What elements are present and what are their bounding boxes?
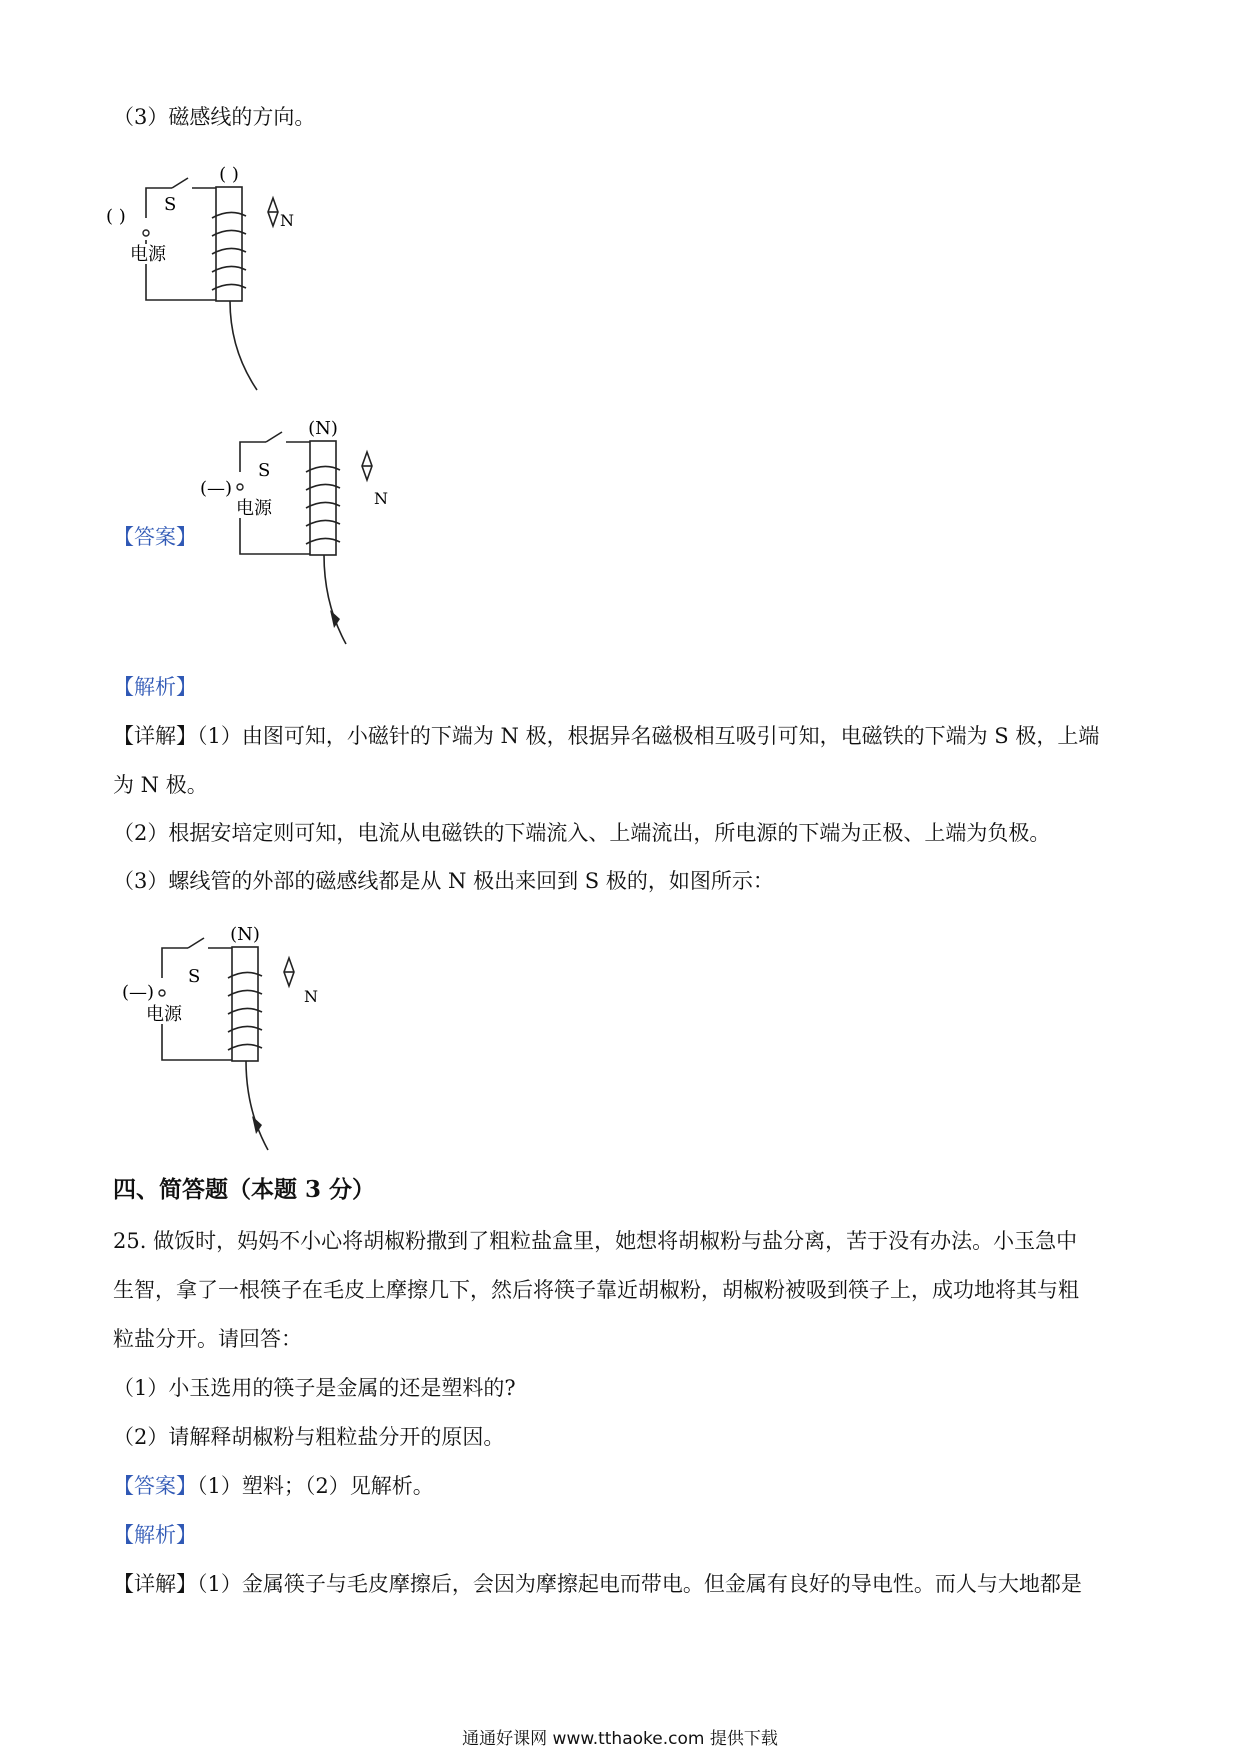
detail-text-1: （1）由图可知，小磁针的下端为 N 极，根据异名磁极相互吸引可知，电磁铁的下端为 S 极，上端	[197, 724, 1100, 748]
left-terminal-label: (—)	[122, 982, 155, 1003]
detail-tag: 【详解】	[113, 724, 197, 748]
answer-tag: 【答案】	[113, 525, 197, 549]
question-25-sub-1: （1）小玉选用的筷子是金属的还是塑料的?	[113, 1376, 516, 1400]
question-25-analysis-tag: 【解析】	[113, 1523, 197, 1547]
solenoid-figure-answer	[200, 414, 446, 658]
question-25-line-1: 25. 做饭时，妈妈不小心将胡椒粉撒到了粗粒盐盒里，她想将胡椒粉与盐分离，苦于没有办法。小玉急中	[113, 1229, 1078, 1253]
switch-label: S	[258, 460, 271, 481]
switch-label: S	[188, 966, 201, 987]
question-25-line-3: 粒盐分开。请回答：	[113, 1327, 302, 1351]
answer-tag: 【答案】	[113, 1474, 197, 1498]
answer-text: （1）塑料；（2）见解析。	[197, 1474, 434, 1498]
page-footer: 通通好课网 www.tthaoke.com 提供下载	[462, 1729, 778, 1749]
top-pole-label: (N)	[308, 418, 338, 439]
compass-n-label: N	[304, 987, 318, 1006]
analysis-tag: 【解析】	[113, 675, 197, 699]
left-terminal-label: ( )	[106, 206, 126, 227]
detail-text: （1）金属筷子与毛皮摩擦后，会因为摩擦起电而带电。但金属有良好的导电性。而人与大地都是	[197, 1572, 1082, 1596]
solenoid-figure-question	[106, 160, 352, 404]
top-pole-label: (N)	[230, 924, 260, 945]
detail-tag: 【详解】	[113, 1572, 197, 1596]
power-source-label: 电源	[146, 1004, 182, 1025]
top-pole-label: ( )	[219, 164, 239, 185]
section-4-title: 四、简答题（本题 3 分）	[113, 1176, 376, 1203]
question-25-line-2: 生智，拿了一根筷子在毛皮上摩擦几下，然后将筷子靠近胡椒粉，胡椒粉被吸到筷子上，成功地将其与粗	[113, 1278, 1079, 1302]
detail-line-1	[113, 722, 1099, 750]
left-terminal-label: (—)	[200, 478, 233, 499]
question-25-answer	[113, 1472, 434, 1500]
power-source-label: 电源	[236, 498, 272, 519]
switch-label: S	[164, 194, 177, 215]
detail-line-4: （3）螺线管的外部的磁感线都是从 N 极出来回到 S 极的，如图所示：	[113, 869, 774, 893]
power-source-label: 电源	[130, 244, 166, 265]
compass-n-label: N	[280, 211, 294, 230]
question-25-detail	[113, 1570, 1082, 1598]
compass-n-label: N	[374, 489, 388, 508]
question-24-part-3: （3）磁感线的方向。	[113, 105, 316, 129]
question-25-sub-2: （2）请解释胡椒粉与粗粒盐分开的原因。	[113, 1425, 505, 1449]
detail-line-2: 为 N 极。	[113, 773, 208, 797]
detail-line-3: （2）根据安培定则可知，电流从电磁铁的下端流入、上端流出，所电源的下端为正极、上端为负极。	[113, 821, 1051, 845]
solenoid-figure-explanation	[122, 920, 368, 1164]
